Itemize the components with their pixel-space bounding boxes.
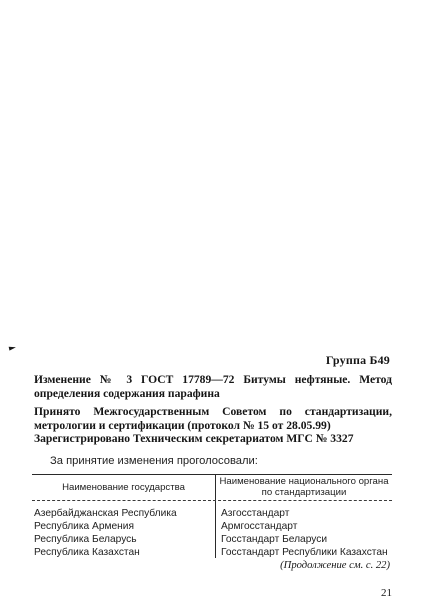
continuation-note: (Продолжение см. с. 22) — [280, 560, 390, 571]
vote-intro: За принятие изменения проголосовали: — [50, 455, 258, 467]
page-number: 21 — [381, 587, 392, 599]
adoption-statement: Принято Межгосударственным Советом по стандартизации, метрологии и сертификации (протокол № 15 от 28.05.99) — [34, 405, 392, 432]
table-top-rule — [32, 474, 392, 475]
voting-table — [32, 474, 392, 558]
table-row-state: Республика Армения — [34, 521, 134, 532]
header-national-body: Наименование национального органа по стандартизации — [219, 476, 389, 498]
table-row-state: Азербайджанская Республика — [34, 508, 177, 519]
national-body-column — [221, 507, 392, 559]
table-row-state: Республика Казахстан — [34, 547, 140, 558]
state-column — [34, 507, 214, 559]
table-row-state: Республика Беларусь — [34, 534, 137, 545]
registration-statement: Зарегистрировано Техническим секретариатом МГС № 3327 — [34, 432, 354, 445]
table-row-body: Госстандарт Беларуси — [221, 534, 328, 545]
amendment-title: Изменение № 3 ГОСТ 17789—72 Битумы нефтяные. Метод определения содержания парафина — [34, 373, 392, 400]
header-state: Наименование государства — [62, 482, 185, 493]
table-row-body: Азгосстандарт — [221, 508, 290, 519]
table-row-body: Госстандарт Республики Казахстан — [221, 547, 388, 558]
table-row-body: Армгосстандарт — [221, 521, 298, 532]
margin-arrow-icon — [9, 345, 17, 350]
table-header-rule — [32, 500, 392, 501]
group-code: Группа Б49 — [325, 353, 390, 367]
